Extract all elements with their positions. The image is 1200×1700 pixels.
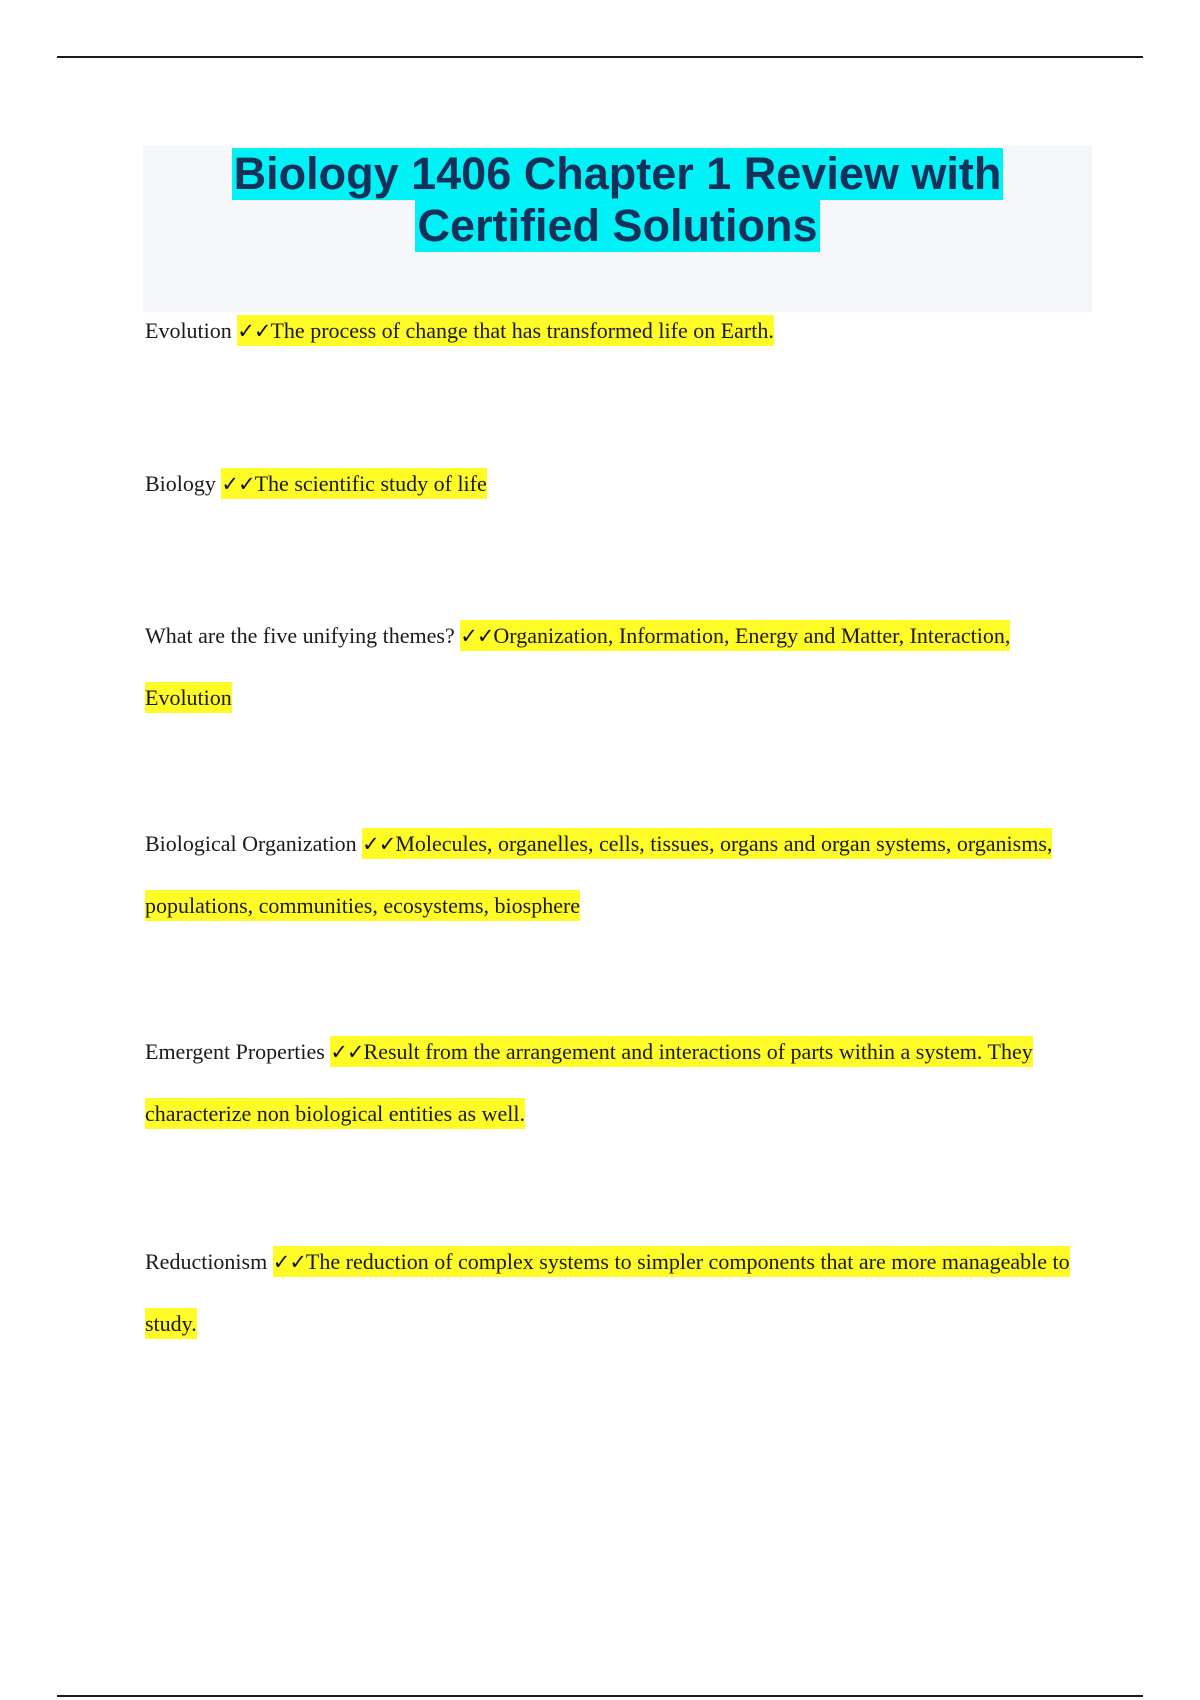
answer-text: Result from the arrangement and interactions of parts within a system. They characterize non biological entities as well.	[145, 1039, 1033, 1126]
term-label: Reductionism	[145, 1249, 268, 1274]
qa-entry-reductionism	[145, 1231, 1095, 1354]
qa-entry-evolution	[145, 300, 1095, 362]
double-check-icon: ✓✓	[272, 1250, 306, 1274]
double-check-icon: ✓✓	[237, 319, 271, 343]
answer-highlight	[145, 1246, 1070, 1339]
double-check-icon: ✓✓	[460, 624, 494, 648]
term-label: Evolution	[145, 318, 232, 343]
term-label: What are the five unifying themes?	[145, 623, 455, 648]
qa-entry-emergent-properties	[145, 1021, 1095, 1144]
answer-text: The scientific study of life	[254, 471, 487, 496]
term-label: Biological Organization	[145, 831, 357, 856]
qa-entry-biological-organization	[145, 813, 1095, 936]
answer-highlight	[221, 468, 486, 499]
term-label: Biology	[145, 471, 216, 496]
top-rule	[57, 56, 1143, 58]
page-title-line-2: Certified Solutions	[417, 200, 818, 251]
title-block	[143, 146, 1092, 312]
answer-highlight	[237, 315, 774, 346]
answer-text: The process of change that has transformed life on Earth.	[270, 318, 774, 343]
term-label: Emergent Properties	[145, 1039, 325, 1064]
qa-entry-biology	[145, 453, 1095, 515]
double-check-icon: ✓✓	[221, 472, 255, 496]
qa-entry-unifying-themes	[145, 605, 1095, 728]
double-check-icon: ✓✓	[362, 832, 396, 856]
answer-text: The reduction of complex systems to simpler components that are more manageable to study.	[145, 1249, 1070, 1336]
answer-text: Organization, Information, Energy and Matter, Interaction, Evolution	[145, 623, 1011, 710]
double-check-icon: ✓✓	[330, 1040, 364, 1064]
page-title-line-1: Biology 1406 Chapter 1 Review with	[233, 148, 1002, 199]
answer-text: Molecules, organelles, cells, tissues, organs and organ systems, organisms, populations, communities, ecosystems, biosphere	[145, 831, 1053, 918]
bottom-rule	[57, 1695, 1143, 1697]
